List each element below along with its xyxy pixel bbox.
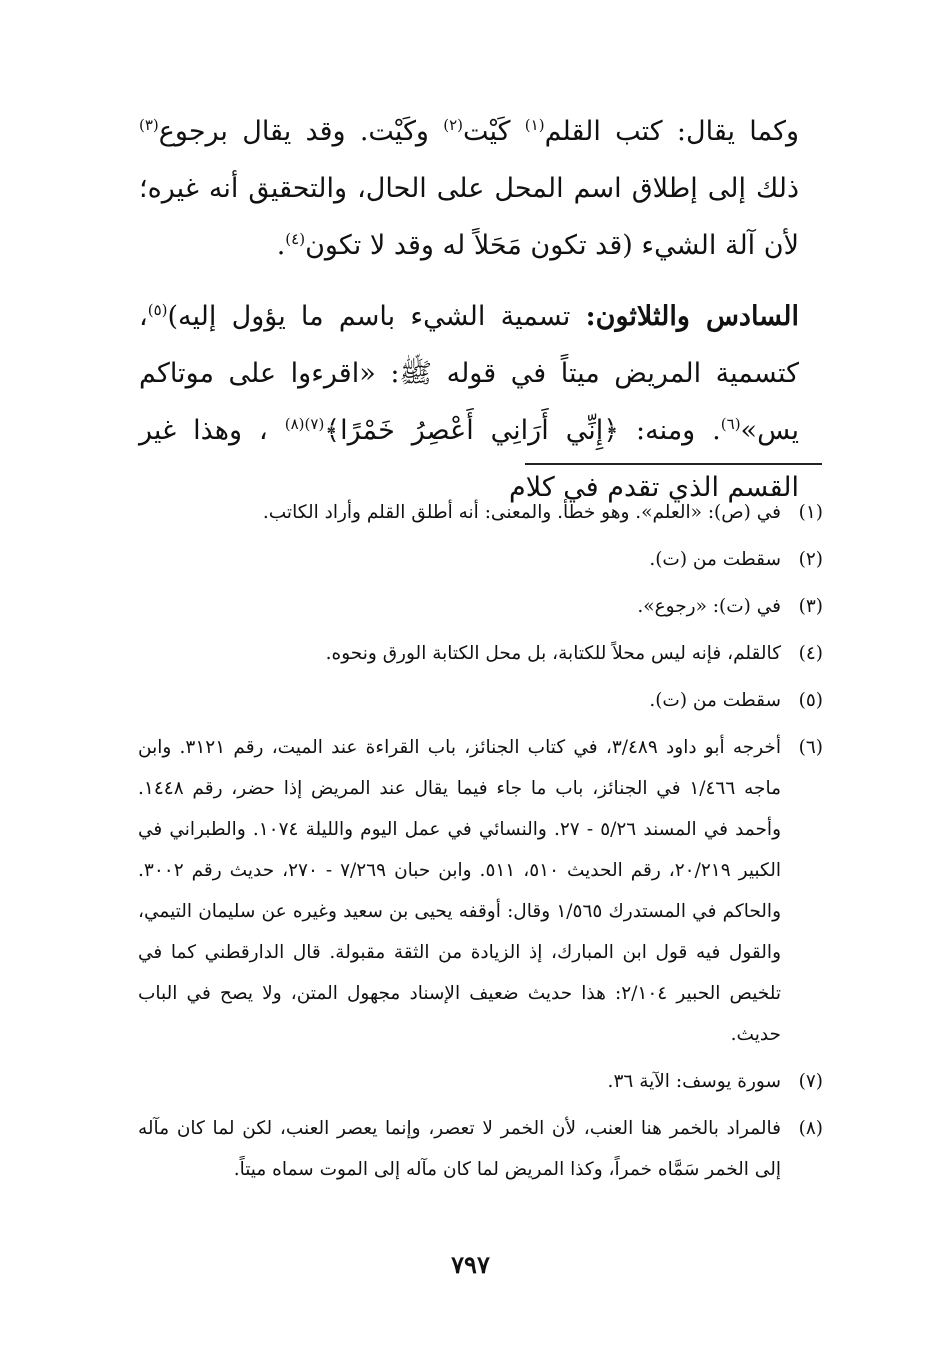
footnote-text: أخرجه أبو داود ٣/٤٨٩، في كتاب الجنائز، باب القراءة عند الميت، رقم ٣١٢١. وابن ماجه ١/٤٦٦ في الجنائز، باب ما جاء فيما يقال عند المريض إذا حضر، رقم ١٤٤٨. وأحمد في المسند ٥/٢٦ - ٢٧. والنسائي في عمل اليوم والليلة ١٠٧٤. والطبراني في الكبير ٢٠/٢١٩، رقم الحديث ٥١٠، ٥١١. وابن حبان ٧/٢٦٩ - ٢٧٠، حديث رقم ٣٠٠٢. والحاكم في المستدرك ١/٥٦٥ وقال: أوقفه يحيى بن سعيد وغيره عن سليمان التيمي، والقول فيه قول ابن المبارك، إذ الزيادة من الثقة مقبولة. قال الدارقطني كما في تلخيص الحبير ٢/١٠٤: هذا حديث ضعيف الإسناد مجهول المتن، ولا يصح في الباب حديث. [138, 737, 782, 1045]
text-run: وكَيْت. وقد يقال برجوع [158, 116, 444, 147]
main-text [139, 103, 799, 516]
footnote [138, 633, 823, 674]
footnote [138, 539, 823, 580]
text-run: . [276, 230, 286, 261]
footnote-number: (٣) [798, 596, 823, 617]
footnote-ref: (٦) [720, 415, 741, 433]
footnote [138, 727, 823, 1055]
footnote-number: (٧) [798, 1071, 823, 1092]
footnote-text: سورة يوسف: الآية ٣٦. [607, 1071, 781, 1092]
footnote-text: في (ص): «العلم». وهو خطأ. والمعنى: أنه أطلق القلم وأراد الكاتب. [262, 502, 781, 523]
footnote [138, 586, 823, 627]
footnotes [138, 492, 823, 1196]
footnote [138, 1108, 823, 1190]
footnote-text: في (ت): «رجوع». [637, 596, 781, 617]
footnote [138, 492, 823, 533]
text-run: كَيْت [463, 116, 525, 147]
footnote-number: (٨) [798, 1118, 823, 1139]
footnote-separator [525, 463, 822, 465]
page-number: ٧٩٧ [451, 1250, 490, 1279]
footnote-text: سقطت من (ت). [649, 690, 781, 711]
paragraph [139, 103, 799, 274]
footnote-ref: (٨) [284, 415, 305, 433]
section-heading: السادس والثلاثون: [585, 301, 799, 332]
text-run: تسمية الشيء باسم ما يؤول إليه) [167, 301, 586, 332]
footnote-text: فالمراد بالخمر هنا العنب، لأن الخمر لا تعصر، وإنما يعصر العنب، لكن لما كان مآله إلى الخمر سَمَّاه خمراً، وكذا المريض لما كان مآله إلى الموت سماه ميتاً. [138, 1118, 781, 1180]
text-run: . ومنه: ﴿إِنِّي أَرَانِي أَعْصِرُ خَمْرًا﴾ [324, 415, 721, 446]
text-run: ، كتسمية المريض ميتاً في قوله ﷺ: «اقرءوا على موتاكم يس» [139, 301, 800, 446]
text-run: ذلك إلى إطلاق اسم المحل على الحال، والتحقيق أنه غيره؛ لأن آلة الشيء (قد تكون مَحَلاً له وقد لا تكون [139, 173, 799, 261]
footnote-ref: (٧) [304, 415, 325, 433]
text-run: وكما يقال: كتب القلم [544, 116, 799, 147]
paragraph [139, 288, 799, 516]
footnote-ref: (٤) [285, 230, 306, 248]
footnote-text: كالقلم، فإنه ليس محلاً للكتابة، بل محل الكتابة الورق ونحوه. [325, 643, 781, 664]
footnote-ref: (٥) [147, 301, 168, 319]
footnote-number: (٢) [798, 549, 823, 570]
footnote-number: (٤) [798, 643, 823, 664]
footnote-ref: (٣) [139, 116, 159, 134]
footnote-number: (١) [798, 502, 823, 523]
footnote-number: (٦) [798, 737, 823, 758]
footnote-text: سقطت من (ت). [649, 549, 781, 570]
footnote [138, 680, 823, 721]
footnote [138, 1061, 823, 1102]
footnote-ref: (١) [524, 116, 545, 134]
footnote-ref: (٢) [443, 116, 464, 134]
text-run: ، وهذا غير القسم الذي تقدم في كلام [139, 415, 799, 503]
footnote-number: (٥) [798, 690, 823, 711]
